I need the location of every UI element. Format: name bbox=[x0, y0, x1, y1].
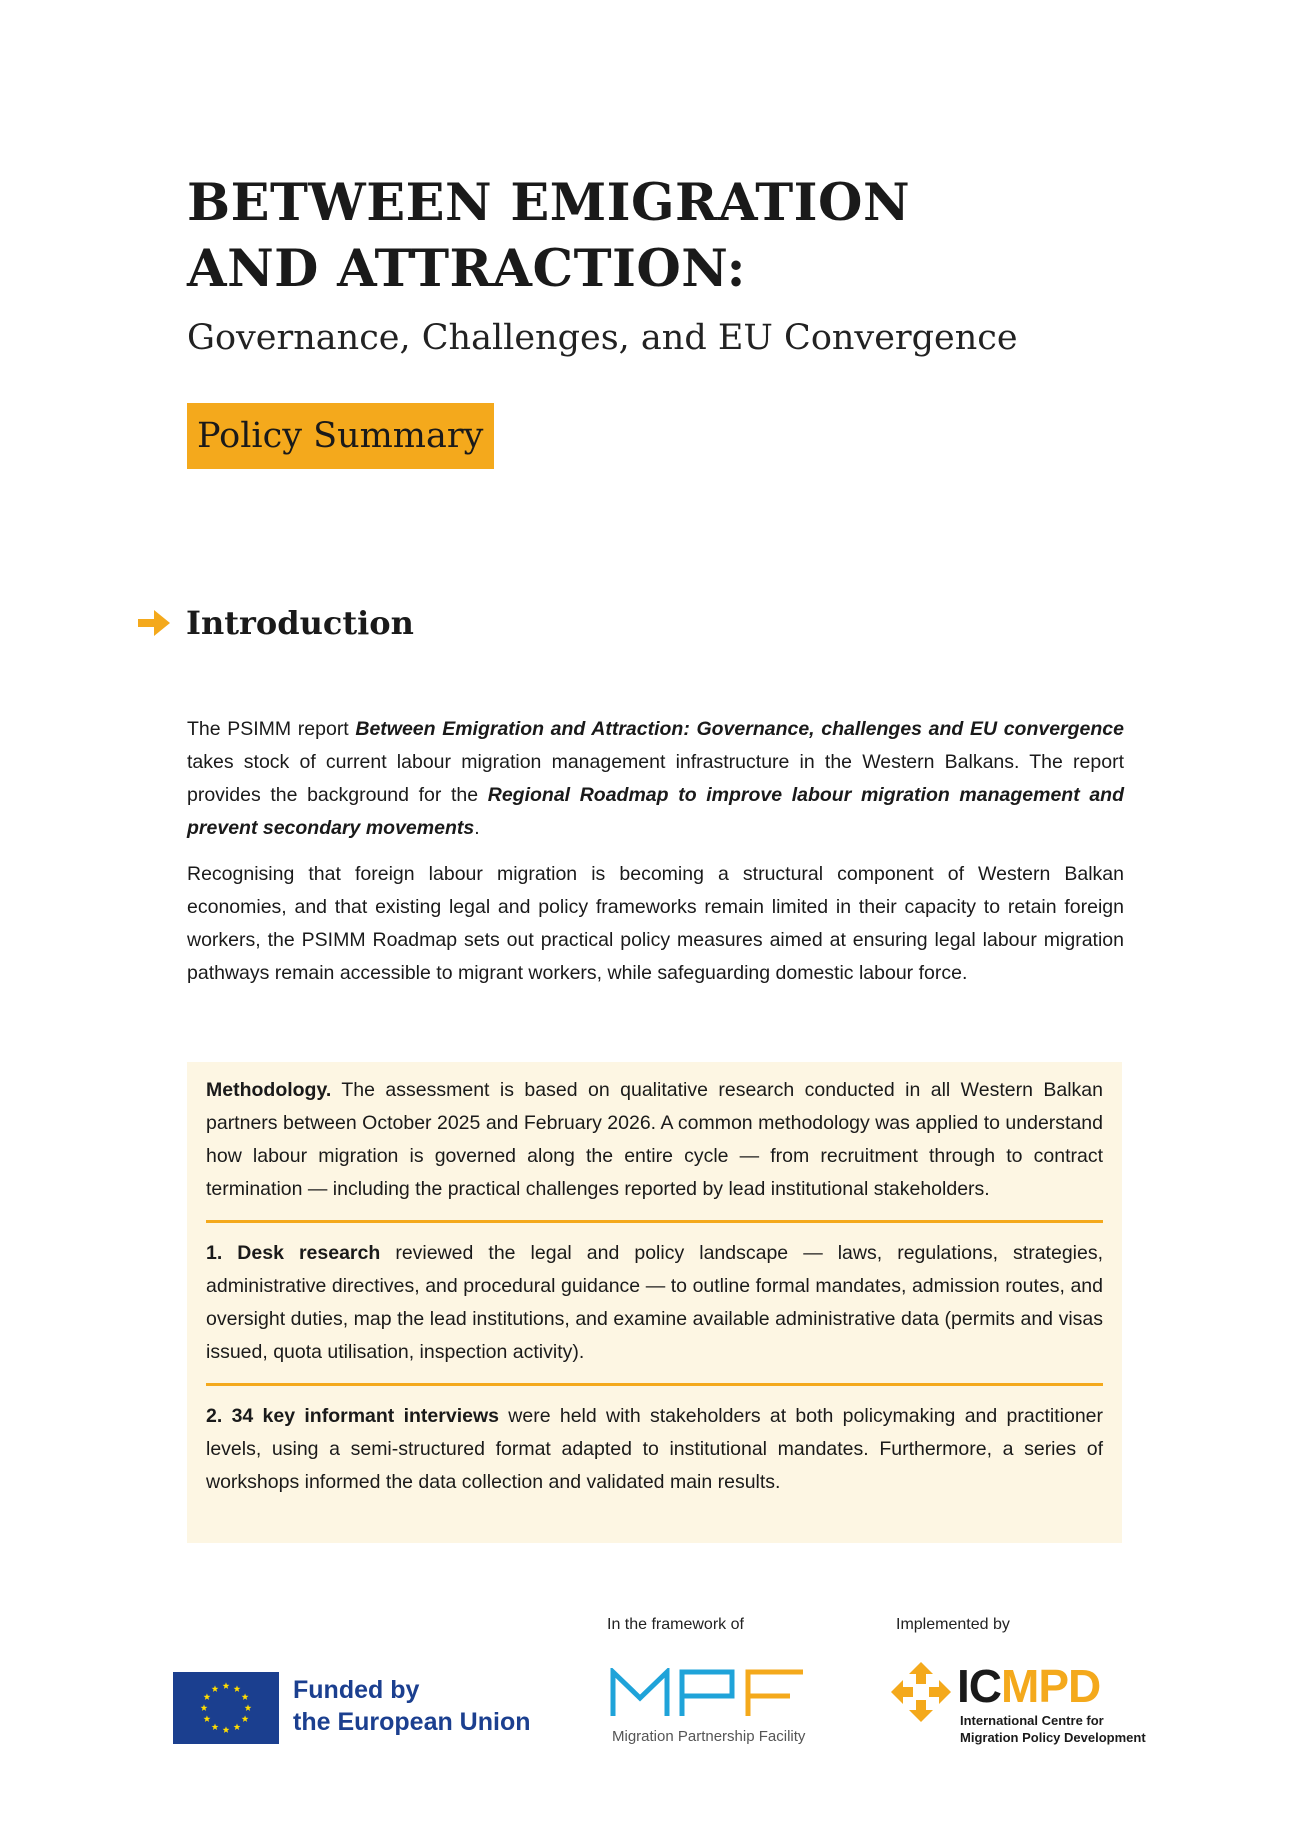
methodology-divider-2 bbox=[206, 1383, 1103, 1386]
title-line-2: AND ATTRACTION: bbox=[187, 239, 746, 299]
framework-label: In the framework of bbox=[607, 1616, 744, 1633]
desk-research-paragraph bbox=[206, 1237, 1103, 1369]
implemented-label: Implemented by bbox=[896, 1616, 1010, 1633]
roadmap-title-emphasis: Regional Roadmap to improve labour migration management and prevent secondary movements bbox=[187, 784, 1124, 839]
icmpd-name-part-b: MPD bbox=[1001, 1660, 1101, 1712]
intro-p1-text-c: takes stock of current labour migration management infrastructure in the Western Balkans. The report provides the background for the bbox=[187, 751, 1124, 806]
eu-funding-text bbox=[293, 1674, 531, 1738]
policy-summary-badge: Policy Summary bbox=[187, 403, 494, 469]
icmpd-full-line-2: Migration Policy Development bbox=[960, 1730, 1146, 1745]
report-title-emphasis: Between Emigration and Attraction: Governance, challenges and EU convergence bbox=[355, 718, 1124, 740]
mpf-name: Migration Partnership Facility bbox=[612, 1728, 806, 1745]
eu-line-1: Funded by bbox=[293, 1676, 420, 1704]
eu-line-2: the European Union bbox=[293, 1708, 531, 1736]
methodology-text: The assessment is based on qualitative research conducted in all Western Balkan partners between October 2025 and February 2026. A common methodology was applied to understand how labour migration is governed along the entire cycle — from recruitment through to contract termination — including the practical challenges reported by lead institutional stakeholders. bbox=[206, 1079, 1103, 1200]
desk-research-text: reviewed the legal and policy landscape — laws, regulations, strategies, administrative directives, and procedural guidance — to outline formal mandates, admission routes, and oversight duties, map the lead institutions, and examine available administrative data (permits and visas issued, quota utilisation, inspection activity). bbox=[206, 1242, 1104, 1363]
icmpd-full-name bbox=[960, 1712, 1146, 1746]
mpf-logo-icon bbox=[610, 1668, 805, 1718]
intro-p1-text-a: The PSIMM report bbox=[187, 718, 356, 740]
icmpd-full-line-1: International Centre for bbox=[960, 1713, 1104, 1728]
intro-paragraph-2: Recognising that foreign labour migration is becoming a structural component of Western Balkan economies, and that existing legal and policy frameworks remain limited in their capacity to retain foreign workers, the PSIMM Roadmap sets out practical policy measures aimed at ensuring legal labour migration pathways remain accessible to migrant workers, while safeguarding domestic labour force. bbox=[187, 863, 1124, 984]
interviews-text: were held with stakeholders at both policymaking and practitioner levels, using a semi-structured format adapted to institutional mandates. Furthermore, a series of workshops informed the data collection and validated main results. bbox=[206, 1405, 1103, 1493]
methodology-box bbox=[187, 1062, 1122, 1543]
methodology-paragraph bbox=[206, 1074, 1103, 1206]
methodology-lead: Methodology. bbox=[206, 1079, 332, 1101]
eu-flag-icon bbox=[173, 1672, 279, 1744]
icmpd-arrows-icon bbox=[889, 1660, 953, 1724]
interviews-paragraph bbox=[206, 1400, 1103, 1499]
icmpd-logo-text bbox=[957, 1660, 1100, 1712]
title-line-1: BETWEEN EMIGRATION bbox=[187, 173, 911, 233]
document-subtitle: Governance, Challenges, and EU Convergence bbox=[187, 318, 1018, 358]
arrow-right-icon bbox=[136, 606, 172, 640]
icmpd-name-part-a: IC bbox=[957, 1660, 1001, 1712]
interviews-lead: 2. 34 key informant interviews bbox=[206, 1405, 499, 1427]
desk-research-lead: 1. Desk research bbox=[206, 1242, 381, 1264]
document-title bbox=[187, 170, 910, 302]
intro-paragraph-1 bbox=[187, 713, 1124, 845]
intro-p1-text-e: . bbox=[474, 817, 480, 839]
methodology-divider-1 bbox=[206, 1220, 1103, 1223]
section-title: Introduction bbox=[186, 604, 414, 642]
